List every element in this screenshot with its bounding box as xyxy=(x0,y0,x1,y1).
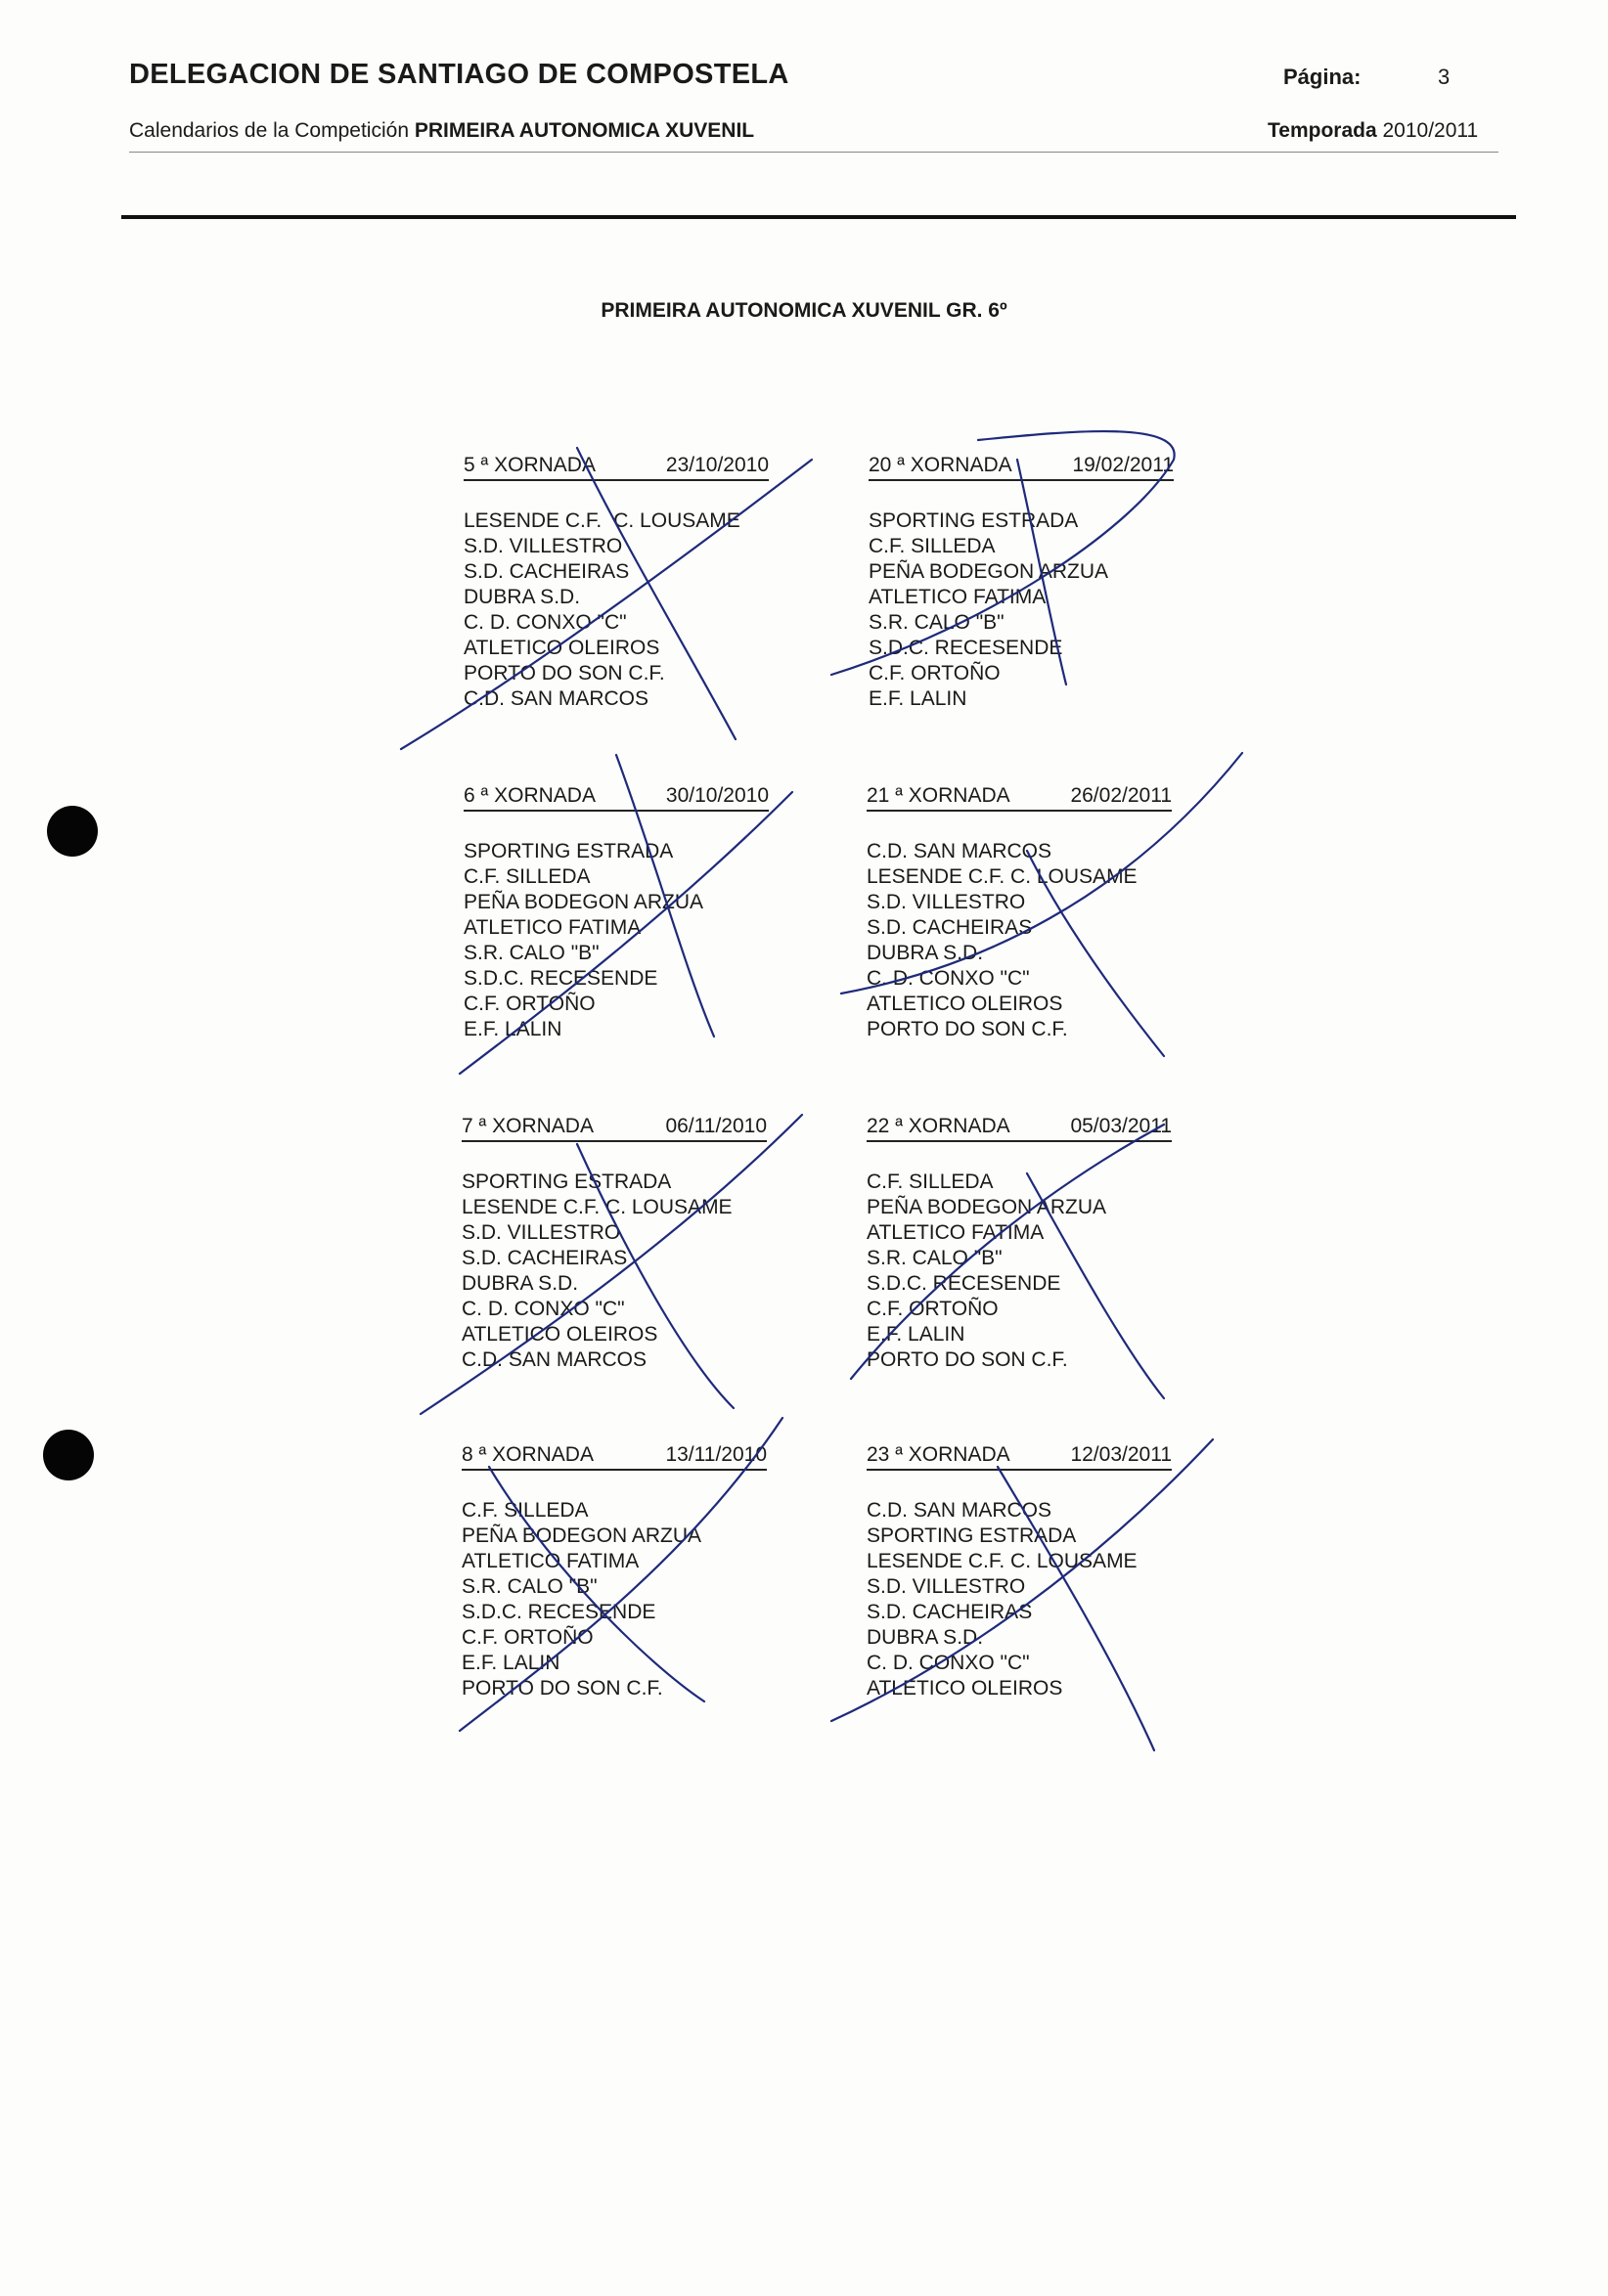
team-name: C.D. SAN MARCOS xyxy=(867,1499,1052,1522)
team-name: C.F. ORTOÑO xyxy=(869,662,1001,684)
team-name: PORTO DO SON C.F. xyxy=(464,662,665,684)
team-name: ATLETICO OLEIROS xyxy=(867,1677,1063,1700)
team-name: ATLETICO FATIMA xyxy=(462,1550,640,1572)
team-name: LESENDE C.F. C. LOUSAME xyxy=(867,865,1138,888)
round-date: 19/02/2011 xyxy=(1072,454,1174,476)
team-name: PORTO DO SON C.F. xyxy=(867,1018,1068,1040)
round-name: 23 ª XORNADA xyxy=(867,1443,1010,1466)
team-name: ATLETICO FATIMA xyxy=(464,916,642,939)
team-name: PORTO DO SON C.F. xyxy=(867,1348,1068,1371)
team-name: SPORTING ESTRADA xyxy=(462,1170,672,1193)
team-name: C. D. CONXO "C" xyxy=(867,1652,1030,1674)
round-name: 7 ª XORNADA xyxy=(462,1115,594,1137)
cross-out-mark xyxy=(831,1439,1213,1721)
team-name: S.R. CALO "B" xyxy=(867,1247,1003,1269)
round-name: 21 ª XORNADA xyxy=(867,784,1010,807)
team-name: C.D. SAN MARCOS xyxy=(464,687,649,710)
round-name: 20 ª XORNADA xyxy=(869,454,1012,476)
team-name: ATLETICO OLEIROS xyxy=(464,637,660,659)
team-name: PEÑA BODEGON ARZUA xyxy=(462,1524,702,1547)
team-name: S.D. VILLESTRO xyxy=(867,891,1026,913)
season-label: Temporada xyxy=(1268,119,1377,142)
team-name: S.D. VILLESTRO xyxy=(867,1575,1026,1598)
team-name: DUBRA S.D. xyxy=(867,1626,984,1649)
round-date: 30/10/2010 xyxy=(665,784,769,807)
team-name: S.D. CACHEIRAS xyxy=(867,1601,1033,1623)
team-name: S.D.C. RECESENDE xyxy=(867,1272,1061,1295)
round-date: 13/11/2010 xyxy=(665,1443,767,1466)
team-name: C.F. ORTOÑO xyxy=(867,1298,999,1320)
page-label: Página: xyxy=(1283,65,1362,89)
cross-out-mark xyxy=(1017,460,1066,684)
team-name: C.D. SAN MARCOS xyxy=(462,1348,648,1371)
cross-out-mark xyxy=(577,448,736,739)
team-name: S.D.C. RECESENDE xyxy=(464,967,658,990)
team-name: S.D.C. RECESENDE xyxy=(462,1601,656,1623)
round-date: 05/03/2011 xyxy=(1070,1115,1172,1137)
cross-out-mark xyxy=(616,755,714,1037)
round-date: 26/02/2011 xyxy=(1070,784,1172,807)
team-name: S.R. CALO "B" xyxy=(462,1575,598,1598)
cross-out-mark xyxy=(577,1144,734,1408)
team-name: SPORTING ESTRADA xyxy=(869,509,1079,532)
team-name: SPORTING ESTRADA xyxy=(867,1524,1077,1547)
round-name: 6 ª XORNADA xyxy=(464,784,596,807)
team-name: C.F. ORTOÑO xyxy=(462,1626,594,1649)
team-name: ATLETICO FATIMA xyxy=(867,1221,1045,1244)
team-name: C.F. SILLEDA xyxy=(464,865,591,888)
team-name: S.R. CALO "B" xyxy=(464,942,600,964)
team-name: C. D. CONXO "C" xyxy=(867,967,1030,990)
team-name: DUBRA S.D. xyxy=(867,942,984,964)
team-name: E.F. LALIN xyxy=(464,1018,562,1040)
round-name: 22 ª XORNADA xyxy=(867,1115,1010,1137)
team-name: C.F. ORTOÑO xyxy=(464,993,596,1015)
team-name: S.D. VILLESTRO xyxy=(462,1221,621,1244)
team-name: C.F. SILLEDA xyxy=(869,535,996,557)
team-name: PEÑA BODEGON ARZUA xyxy=(867,1196,1107,1218)
team-name: C.D. SAN MARCOS xyxy=(867,840,1052,862)
competition-name: PRIMEIRA AUTONOMICA XUVENIL xyxy=(414,119,755,142)
team-name: S.R. CALO "B" xyxy=(869,611,1005,634)
season-value: 2010/2011 xyxy=(1382,119,1479,142)
team-name: C.F. SILLEDA xyxy=(867,1170,994,1193)
team-name: E.F. LALIN xyxy=(867,1323,965,1346)
team-name: DUBRA S.D. xyxy=(464,586,581,608)
team-name: S.D. VILLESTRO xyxy=(464,535,623,557)
team-name: SPORTING ESTRADA xyxy=(464,840,674,862)
team-name: PORTO DO SON C.F. xyxy=(462,1677,663,1700)
team-name: S.D.C. RECESENDE xyxy=(869,637,1063,659)
round-name: 8 ª XORNADA xyxy=(462,1443,594,1466)
cross-out-mark xyxy=(831,431,1175,675)
round-date: 06/11/2010 xyxy=(665,1115,767,1137)
team-name: DUBRA S.D. xyxy=(462,1272,579,1295)
team-name: S.D. CACHEIRAS xyxy=(462,1247,628,1269)
subtitle-prefix: Calendarios de la Competición xyxy=(129,119,409,142)
team-name: PEÑA BODEGON ARZUA xyxy=(464,891,704,913)
team-name: C.F. SILLEDA xyxy=(462,1499,589,1522)
team-name: S.D. CACHEIRAS xyxy=(867,916,1033,939)
team-name: LESENDE C.F. C. LOUSAME xyxy=(462,1196,733,1218)
team-name: LESENDE C.F. xyxy=(464,509,603,532)
cross-out-mark xyxy=(851,1125,1164,1379)
round-name: 5 ª XORNADA xyxy=(464,454,596,476)
team-name: ATLETICO FATIMA xyxy=(869,586,1047,608)
cross-out-mark xyxy=(1027,1173,1164,1398)
group-title: PRIMEIRA AUTONOMICA XUVENIL GR. 6º xyxy=(601,299,1007,322)
page-number: 3 xyxy=(1438,65,1451,89)
team-name: C. D. CONXO "C" xyxy=(462,1298,625,1320)
team-name: C. D. CONXO "C" xyxy=(464,611,627,634)
cross-out-mark xyxy=(489,1467,704,1701)
cross-out-mark xyxy=(841,753,1242,993)
round-date: 23/10/2010 xyxy=(665,454,769,476)
cross-out-mark xyxy=(460,1418,782,1731)
delegation-title: DELEGACION DE SANTIAGO DE COMPOSTELA xyxy=(129,59,789,90)
team-name: LESENDE C.F. C. LOUSAME xyxy=(867,1550,1138,1572)
team-name: PEÑA BODEGON ARZUA xyxy=(869,560,1109,583)
team-name: E.F. LALIN xyxy=(462,1652,560,1674)
team-name: ATLETICO OLEIROS xyxy=(867,993,1063,1015)
team-name: E.F. LALIN xyxy=(869,687,967,710)
team-name: ATLETICO OLEIROS xyxy=(462,1323,658,1346)
round-date: 12/03/2011 xyxy=(1070,1443,1172,1466)
cross-out-mark xyxy=(1027,851,1164,1056)
cross-out-mark xyxy=(421,1115,802,1414)
team-name: S.D. CACHEIRAS xyxy=(464,560,630,583)
team-name: C. LOUSAME xyxy=(613,509,740,532)
cross-out-mark xyxy=(460,792,792,1074)
